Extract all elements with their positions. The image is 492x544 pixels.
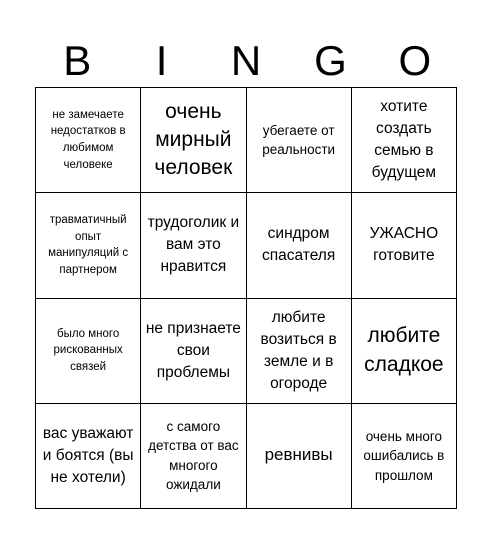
- bingo-cell[interactable]: [141, 404, 246, 509]
- bingo-cell[interactable]: [36, 193, 141, 298]
- bingo-cell-text: хотите создать семью в будущем: [371, 98, 437, 182]
- header-letter-i: I: [155, 37, 168, 84]
- bingo-cell-text: убегаете от реальности: [262, 122, 336, 158]
- bingo-cell-text: было много рискованных связей: [53, 327, 123, 373]
- bingo-cell[interactable]: [36, 404, 141, 509]
- bingo-cell[interactable]: [352, 193, 457, 298]
- header-letter-b: B: [63, 37, 92, 84]
- bingo-cell[interactable]: [141, 193, 246, 298]
- bingo-cell[interactable]: [247, 299, 352, 404]
- bingo-cell[interactable]: [352, 88, 457, 193]
- bingo-cell[interactable]: [141, 88, 246, 193]
- bingo-cell-text: ревнивы: [264, 445, 333, 465]
- bingo-cell-text: с самого детства от вас многого ожидали: [148, 418, 239, 493]
- bingo-cell-text: трудоголик и вам это нравится: [147, 214, 240, 276]
- bingo-cell-text: любите сладкое: [364, 324, 444, 376]
- bingo-cell-text: любите возиться в земле и в огороде: [260, 308, 337, 392]
- bingo-cell[interactable]: [352, 299, 457, 404]
- bingo-header: [35, 38, 457, 84]
- bingo-cell-text: УЖАСНО готовите: [369, 225, 439, 265]
- bingo-cell-text: не замечаете недостатков в любимом человеке: [50, 108, 126, 171]
- header-letter-g: G: [314, 37, 347, 84]
- bingo-cell[interactable]: [141, 299, 246, 404]
- bingo-cell-text: очень мирный человек: [154, 99, 233, 180]
- bingo-cell-text: травматичный опыт манипуляций с партнером: [48, 214, 129, 277]
- header-letter-n: N: [230, 37, 262, 84]
- bingo-cell[interactable]: [247, 88, 352, 193]
- bingo-cell-text: не признаете свои проблемы: [145, 319, 241, 381]
- bingo-cell[interactable]: [352, 404, 457, 509]
- bingo-grid: [35, 87, 457, 509]
- bingo-cell-text: вас уважают и боятся (вы не хотели): [42, 424, 134, 486]
- bingo-cell[interactable]: [247, 404, 352, 509]
- bingo-cell-text: синдром спасателя: [261, 225, 336, 265]
- header-letter-o: O: [398, 37, 432, 84]
- bingo-cell[interactable]: [36, 299, 141, 404]
- bingo-cell-text: очень много ошибались в прошлом: [363, 428, 445, 483]
- bingo-cell[interactable]: [247, 193, 352, 298]
- bingo-cell[interactable]: [36, 88, 141, 193]
